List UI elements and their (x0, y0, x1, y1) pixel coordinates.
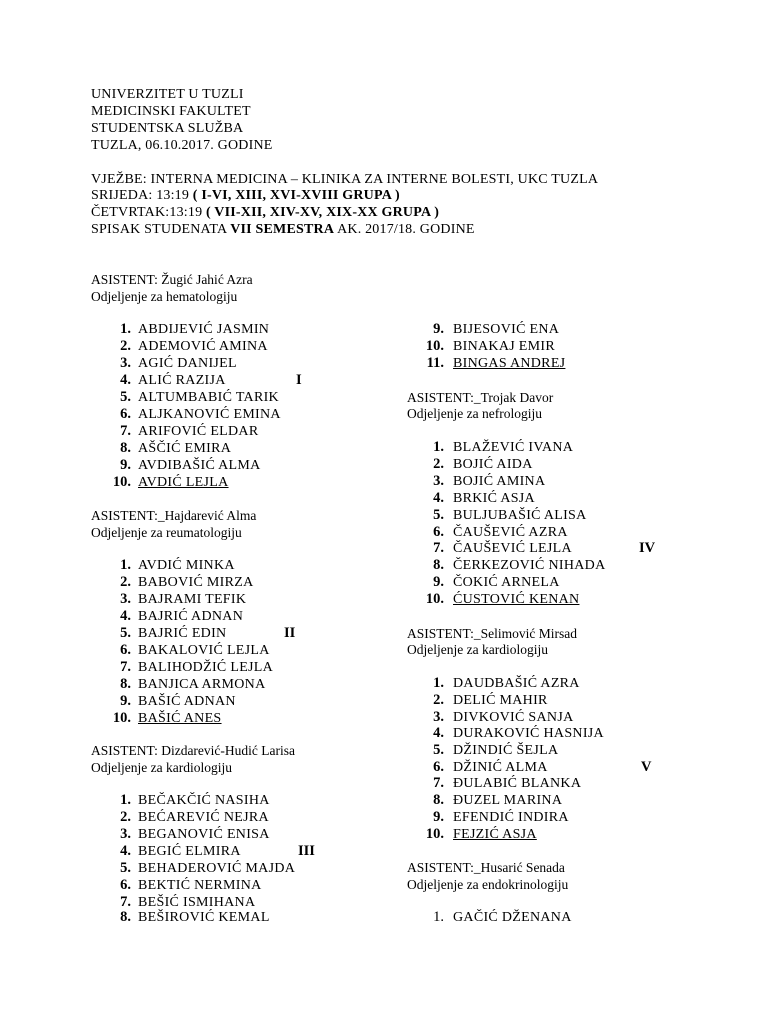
list-number: 8. (120, 676, 131, 692)
list-number: 6. (120, 406, 131, 422)
list-number: 5. (120, 625, 131, 641)
list-number: 8. (120, 909, 131, 925)
list-number: 4. (433, 725, 444, 741)
student-name: ČAUŠEVIĆ AZRA (453, 525, 568, 540)
list-number: 10. (425, 591, 444, 607)
student-name: BLAŽEVIĆ IVANA (453, 440, 574, 455)
list-number: 7. (433, 775, 444, 791)
assistant-name: ASISTENT: Žugić Jahić Azra (91, 272, 253, 287)
list-number: 6. (120, 877, 131, 893)
department-name: Odjeljenje za kardiologiju (407, 642, 548, 657)
document-date: TUZLA, 06.10.2017. GODINE (91, 138, 273, 153)
list-number: 5. (433, 507, 444, 523)
list-number: 7. (120, 659, 131, 675)
list-number: 1. (433, 675, 444, 691)
list-number: 9. (120, 457, 131, 473)
student-name: BRKIĆ ASJA (453, 491, 535, 506)
student-name: BALIHODŽIĆ LEJLA (138, 660, 274, 675)
list-number: 10. (425, 338, 444, 354)
student-name: ARIFOVIĆ ELDAR (138, 424, 259, 439)
student-name: BOJIĆ AIDA (453, 457, 533, 472)
list-number: 2. (433, 692, 444, 708)
department-name: Odjeljenje za hematologiju (91, 289, 238, 304)
student-name: ABDIJEVIĆ JASMIN (138, 322, 270, 337)
list-number: 6. (433, 524, 444, 540)
list-number: 1. (433, 909, 444, 925)
list-number: 4. (120, 843, 131, 859)
student-name: FEJZIĆ ASJA (453, 827, 537, 842)
list-number: 4. (120, 608, 131, 624)
list-number: 3. (120, 355, 131, 371)
student-name: AŠČIĆ EMIRA (138, 441, 232, 456)
assistant-name: ASISTENT:_Husarić Senada (407, 860, 565, 875)
group-number: I (296, 372, 302, 388)
student-name: BINAKAJ EMIR (453, 339, 555, 354)
office-name: STUDENTSKA SLUŽBA (91, 121, 244, 136)
assistant-name: ASISTENT:_Hajdarević Alma (91, 508, 257, 523)
list-number: 11. (426, 355, 444, 371)
student-name: GAČIĆ DŽENANA (453, 910, 572, 925)
list-number: 7. (433, 540, 444, 556)
wednesday-groups: ( I-VI, XIII, XVI-XVIII GRUPA ) (192, 188, 400, 203)
list-number: 4. (433, 490, 444, 506)
student-name: ĆUSTOVIĆ KENAN (453, 592, 580, 607)
student-name: BEGANOVIĆ ENISA (138, 827, 270, 842)
student-name: ALJKANOVIĆ EMINA (138, 407, 281, 422)
student-name: DELIĆ MAHIR (453, 693, 548, 708)
list-number: 7. (120, 894, 131, 910)
student-name: BIJESOVIĆ ENA (453, 322, 560, 337)
list-number: 2. (120, 338, 131, 354)
list-number: 6. (433, 759, 444, 775)
student-name: BOJIĆ AMINA (453, 474, 546, 489)
student-name: AVDIĆ LEJLA (138, 475, 229, 490)
list-number: 4. (120, 372, 131, 388)
student-name: ALTUMBABIĆ TARIK (138, 390, 279, 405)
department-name: Odjeljenje za reumatologiju (91, 525, 242, 540)
student-list-title (91, 221, 475, 238)
thursday-schedule (91, 204, 439, 221)
student-name: ĐULABIĆ BLANKA (453, 776, 582, 791)
list-number: 3. (433, 709, 444, 725)
thursday-groups: ( VII-XII, XIV-XV, XIX-XX GRUPA ) (205, 205, 440, 220)
list-number: 1. (120, 557, 131, 573)
thursday-label: ČETVRTAK:13:19 (91, 205, 206, 220)
student-name: BULJUBAŠIĆ ALISA (453, 508, 587, 523)
assistant-name: ASISTENT:_Selimović Mirsad (407, 626, 577, 641)
student-name: DŽINDIĆ ŠEJLA (453, 743, 559, 758)
student-name: BAŠIĆ ADNAN (138, 694, 236, 709)
student-name: BEHADEROVIĆ MAJDA (138, 861, 296, 876)
list-number: 1. (120, 792, 131, 808)
list-number: 10. (112, 474, 131, 490)
list-number: 8. (120, 440, 131, 456)
assistant-name: ASISTENT: Dizdarević-Hudić Larisa (91, 743, 296, 758)
student-name: ĐUZEL MARINA (453, 793, 563, 808)
semester-label: VII SEMESTRA (230, 222, 335, 237)
student-name: BAKALOVIĆ LEJLA (138, 643, 270, 658)
student-name: BEŠIROVIĆ KEMAL (138, 910, 270, 925)
assistant-name: ASISTENT:_Trojak Davor (407, 390, 554, 405)
list-number: 9. (433, 574, 444, 590)
list-number: 10. (425, 826, 444, 842)
list-number: 9. (433, 809, 444, 825)
student-name: BEĆAREVIĆ NEJRA (138, 810, 269, 825)
department-name: Odjeljenje za nefrologiju (407, 406, 542, 421)
student-name: DŽINIĆ ALMA (453, 760, 548, 775)
student-name: ČAUŠEVIĆ LEJLA (453, 541, 572, 556)
student-name: BAŠIĆ ANES (138, 711, 222, 726)
list-number: 5. (120, 389, 131, 405)
list-number: 1. (433, 439, 444, 455)
university-name: UNIVERZITET U TUZLI (91, 87, 244, 102)
student-name: DIVKOVIĆ SANJA (453, 710, 574, 725)
student-name: ALIĆ RAZIJA (138, 373, 226, 388)
list-number: 9. (433, 321, 444, 337)
list-number: 5. (433, 742, 444, 758)
list-suffix: AK. 2017/18. GODINE (334, 222, 475, 237)
wednesday-label: SRIJEDA: 13:19 (91, 188, 193, 203)
student-name: AGIĆ DANIJEL (138, 356, 237, 371)
student-name: ADEMOVIĆ AMINA (138, 339, 268, 354)
student-name: BAJRIĆ EDIN (138, 626, 227, 641)
list-number: 3. (120, 591, 131, 607)
student-name: BAJRIĆ ADNAN (138, 609, 244, 624)
group-number: III (298, 843, 315, 859)
list-number: 3. (120, 826, 131, 842)
group-number: IV (639, 540, 656, 556)
student-name: EFENDIĆ INDIRA (453, 810, 569, 825)
list-number: 1. (120, 321, 131, 337)
student-name: ČOKIĆ ARNELA (453, 575, 560, 590)
list-number: 2. (120, 574, 131, 590)
faculty-name: MEDICINSKI FAKULTET (91, 104, 251, 119)
student-name: BEKTIĆ NERMINA (138, 878, 262, 893)
student-name: BANJICA ARMONA (138, 677, 266, 692)
list-number: 8. (433, 792, 444, 808)
student-name: BEGIĆ ELMIRA (138, 844, 241, 859)
student-name: DAUDBAŠIĆ AZRA (453, 676, 580, 691)
list-number: 6. (120, 642, 131, 658)
wednesday-schedule (91, 187, 400, 204)
list-number: 2. (433, 456, 444, 472)
list-number: 7. (120, 423, 131, 439)
list-number: 10. (112, 710, 131, 726)
department-name: Odjeljenje za kardiologiju (91, 760, 232, 775)
student-name: BEŠIĆ ISMIHANA (138, 895, 256, 910)
student-name: ČERKEZOVIĆ NIHADA (453, 558, 606, 573)
group-number: II (284, 625, 296, 641)
student-name: BAJRAMI TEFIK (138, 592, 247, 607)
student-name: DURAKOVIĆ HASNIJA (453, 726, 604, 741)
list-number: 9. (120, 693, 131, 709)
list-number: 2. (120, 809, 131, 825)
student-name: BEČAKČIĆ NASIHA (138, 793, 270, 808)
list-number: 5. (120, 860, 131, 876)
list-prefix: SPISAK STUDENATA (91, 222, 231, 237)
student-name: BABOVIĆ MIRZA (138, 575, 254, 590)
student-name: AVDIBAŠIĆ ALMA (138, 458, 261, 473)
student-name: AVDIĆ MINKA (138, 558, 235, 573)
list-number: 8. (433, 557, 444, 573)
group-number: V (641, 759, 652, 775)
student-name: BINGAS ANDREJ (453, 356, 566, 371)
list-number: 3. (433, 473, 444, 489)
department-name: Odjeljenje za endokrinologiju (407, 877, 569, 892)
course-title: VJEŽBE: INTERNA MEDICINA – KLINIKA ZA INTERNE BOLESTI, UKC TUZLA (91, 172, 599, 187)
